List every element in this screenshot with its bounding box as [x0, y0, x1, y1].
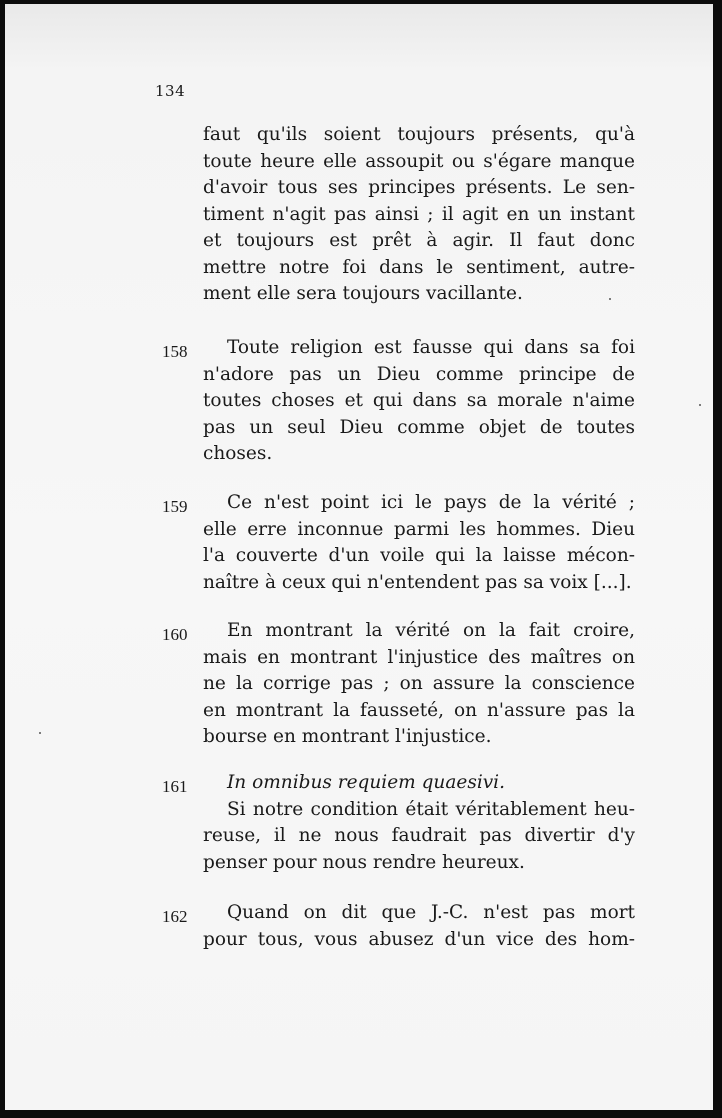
fragment-160 — [203, 618, 635, 751]
text-line: d'avoir tous ses principes présents. Le sen- — [203, 177, 635, 198]
text-line: Ce n'est point ici le pays de la vérité ; — [227, 492, 635, 513]
text-line: mais en montrant l'injustice des maîtres on — [203, 646, 635, 668]
scan-speck — [39, 732, 41, 734]
book-page — [5, 4, 713, 1110]
fragment-161 — [203, 770, 635, 876]
text-line: naître à ceux qui n'entendent pas sa voix [...]. — [203, 571, 632, 593]
text-line: mettre notre foi dans le sentiment, autre- — [203, 256, 635, 278]
text-line: pour tous, vous abusez d'un vice des hom- — [203, 928, 635, 950]
text-line: faut qu'ils soient toujours présents, qu'à — [203, 124, 635, 145]
text-line: l'a couverte d'un voile qui la laisse mécon- — [203, 545, 635, 566]
fragment-number: 161 — [162, 777, 188, 796]
scan-speck — [699, 404, 701, 406]
fragment-159 — [203, 490, 635, 596]
fragment-162 — [203, 900, 635, 953]
epigraph: In omnibus requiem quaesivi. — [227, 772, 505, 793]
text-line: penser pour nous rendre heureux. — [203, 851, 525, 873]
text-line: elle erre inconnue parmi les hommes. Dieu — [203, 518, 635, 540]
fragment-number: 160 — [162, 625, 188, 644]
text-line: toute heure elle assoupit ou s'égare manque — [203, 150, 635, 172]
text-line: toutes choses et qui dans sa morale n'aime — [203, 390, 635, 411]
text-line: bourse en montrant l'injustice. — [203, 726, 492, 747]
text-line: timent n'agit pas ainsi ; il agit en un instant — [203, 203, 635, 225]
text-line: Toute religion est fausse qui dans sa foi — [227, 337, 635, 358]
fragment-number: 159 — [162, 497, 188, 516]
scan-speck — [609, 298, 611, 300]
text-line: n'adore pas un Dieu comme principe de — [203, 363, 635, 385]
text-line: en montrant la fausseté, on n'assure pas la — [203, 699, 635, 721]
text-line: reuse, il ne nous faudrait pas divertir d'y — [203, 825, 635, 846]
fragment-number: 158 — [162, 342, 188, 361]
fragment-number: 162 — [162, 907, 188, 926]
fragment-158 — [203, 335, 635, 468]
text-line: choses. — [203, 443, 273, 464]
text-line: Si notre condition était véritablement heu- — [227, 798, 635, 820]
text-line: et toujours est prêt à agir. Il faut donc — [203, 230, 635, 251]
text-line: En montrant la vérité on la fait croire, — [227, 620, 635, 641]
text-line: pas un seul Dieu comme objet de toutes — [203, 416, 635, 438]
text-line: ment elle sera toujours vacillante. — [203, 283, 523, 304]
text-line: Quand on dit que J.-C. n'est pas mort — [227, 902, 635, 923]
continuation-paragraph — [203, 122, 635, 308]
text-line: ne la corrige pas ; on assure la conscience — [203, 673, 635, 694]
page-number: 134 — [155, 82, 186, 100]
